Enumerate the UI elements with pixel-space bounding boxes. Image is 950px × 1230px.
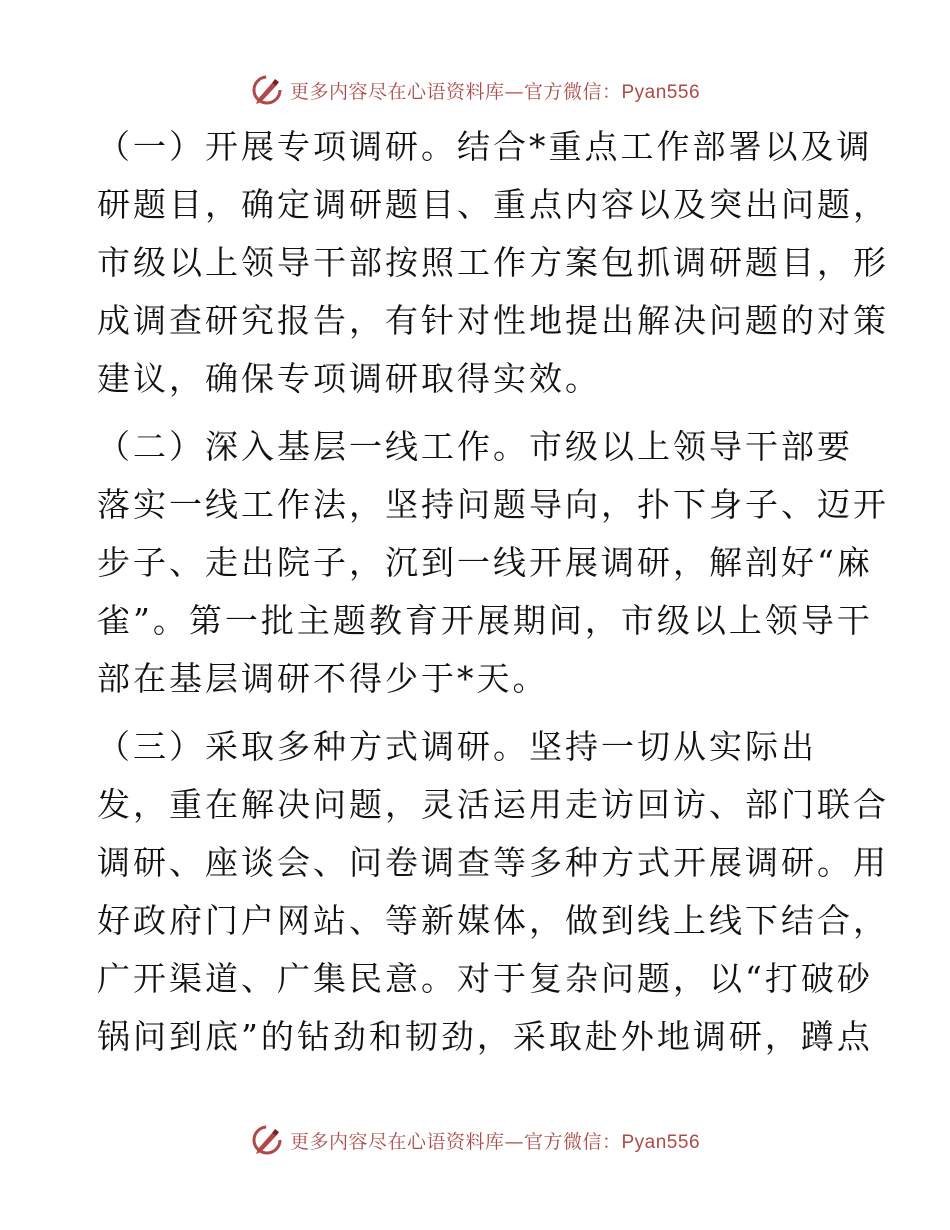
pen-logo-icon bbox=[250, 1123, 284, 1157]
text-line: 好政府门户网站、等新媒体，做到线上线下结合， bbox=[97, 901, 889, 940]
text-line: 部在基层调研不得少于*天。 bbox=[97, 659, 549, 698]
text-line: 广开渠道、广集民意。对于复杂问题，以“打破砂 bbox=[97, 959, 873, 998]
document-body bbox=[97, 118, 889, 1076]
watermark-text: 更多内容尽在心语资料库—官方微信：Pyan556 bbox=[289, 1130, 701, 1153]
watermark-banner-bottom bbox=[0, 1120, 950, 1160]
text-line: 研题目，确定调研题目、重点内容以及突出问题， bbox=[97, 185, 889, 224]
watermark-text: 更多内容尽在心语资料库—官方微信：Pyan556 bbox=[289, 80, 701, 103]
paragraph-3 bbox=[97, 718, 889, 1066]
paragraph-2 bbox=[97, 418, 889, 708]
text-line: （一）开展专项调研。结合*重点工作部署以及调 bbox=[97, 127, 873, 166]
text-line: 建议，确保专项调研取得实效。 bbox=[97, 359, 601, 398]
text-line: （二）深入基层一线工作。市级以上领导干部要 bbox=[97, 427, 853, 466]
text-line: 调研、座谈会、问卷调查等多种方式开展调研。用 bbox=[97, 843, 889, 882]
text-line: 步子、走出院子，沉到一线开展调研，解剖好“麻 bbox=[97, 543, 873, 582]
pen-logo-icon bbox=[250, 73, 284, 107]
text-line: （三）采取多种方式调研。坚持一切从实际出 bbox=[97, 727, 817, 766]
watermark-banner-top bbox=[0, 70, 950, 110]
text-line: 锅问到底”的钻劲和韧劲，采取赴外地调研，蹲点 bbox=[97, 1017, 873, 1056]
text-line: 雀”。第一批主题教育开展期间，市级以上领导干 bbox=[97, 601, 873, 640]
text-line: 落实一线工作法，坚持问题导向，扑下身子、迈开 bbox=[97, 485, 889, 524]
text-line: 市级以上领导干部按照工作方案包抓调研题目，形 bbox=[97, 243, 889, 282]
text-line: 成调查研究报告，有针对性地提出解决问题的对策 bbox=[97, 301, 889, 340]
paragraph-1 bbox=[97, 118, 889, 408]
text-line: 发，重在解决问题，灵活运用走访回访、部门联合 bbox=[97, 785, 889, 824]
